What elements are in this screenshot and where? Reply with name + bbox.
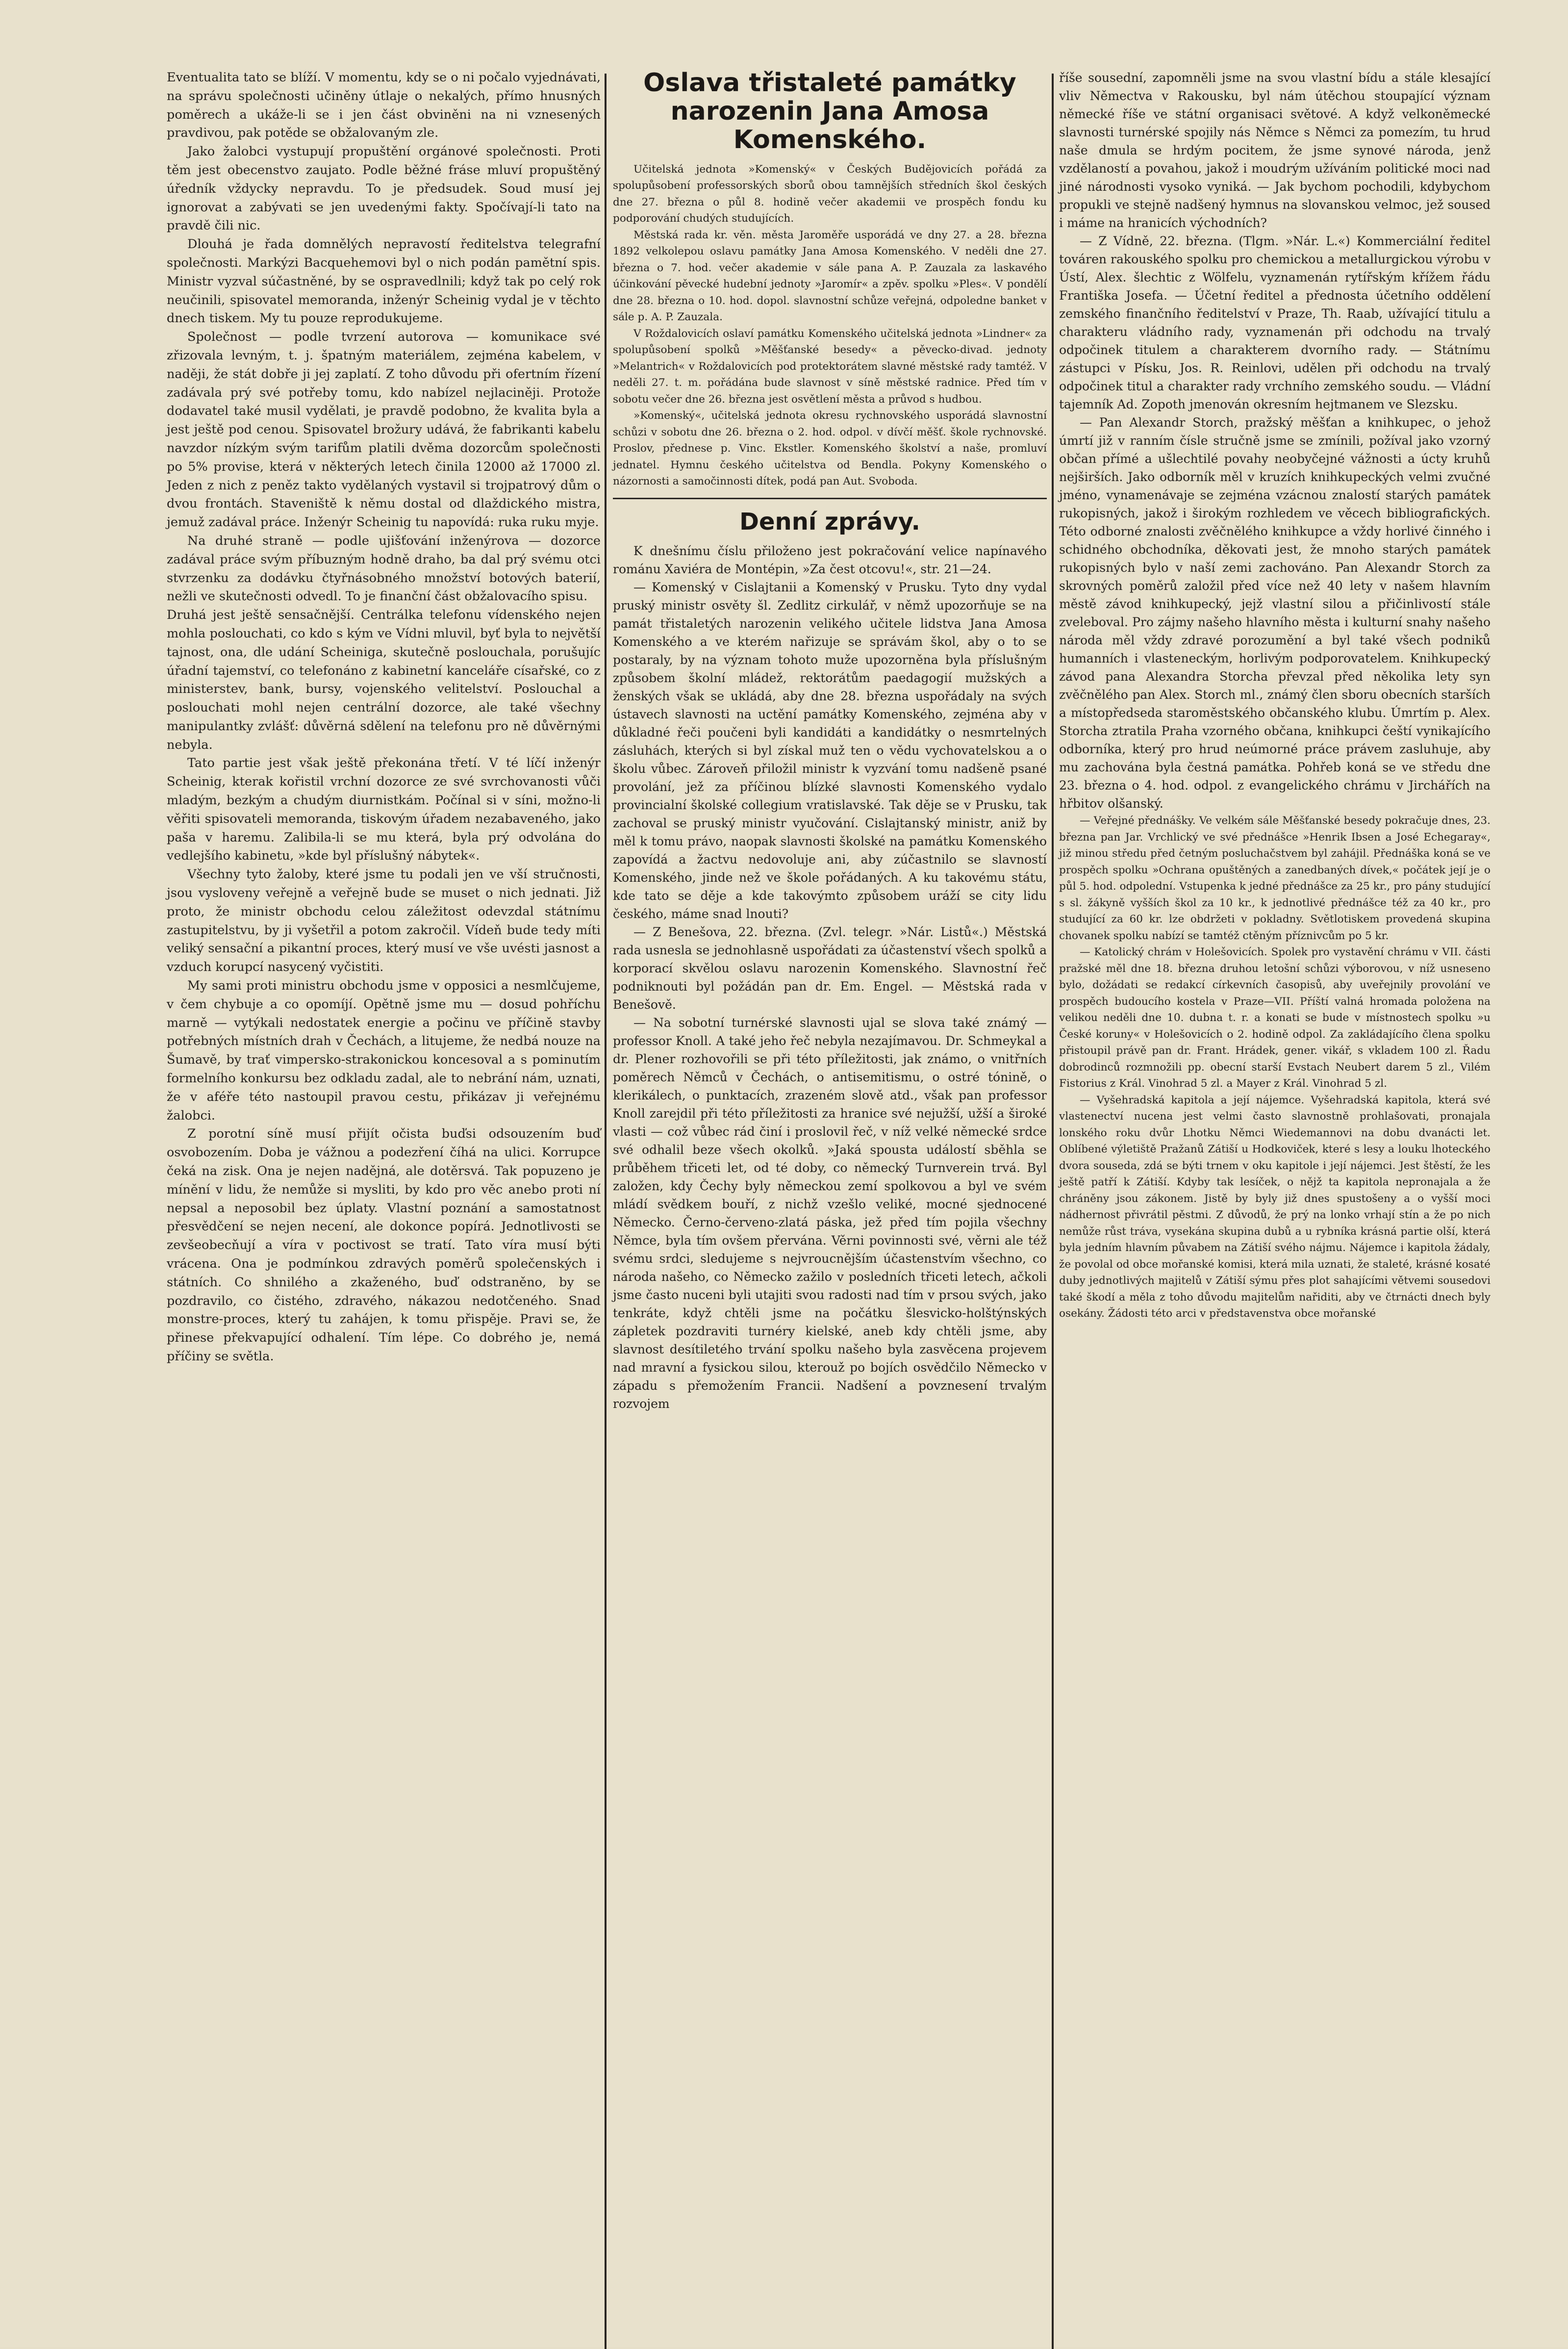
column-right [1059,69,1491,2334]
paragraph: »Komenský«, učitelská jednota okresu rychnovského usporádá slavnostní schůzi v sobotu dne 26. března o 2. hod. odpol. v dívčí měšť. škole rychnovské. Proslov, přednese p. Vinc. Ekstler. Komenského školství a naše, promluví jednatel. Hymnu českého učitelstva od Bendla. Pokyny Komenského o názornosti a samočinnosti dítek, podá pan Aut. Svoboda. [613,409,1047,488]
paragraph: říše sousední, zapomněli jsme na svou vlastní bídu a stále klesající vliv Němectva v Rakousku, byl nám útěchou stoupající význam německé říše ve státní organisaci světové. A když velkoněmecké slavnosti turnérské spojily nás Němce s Němci za pomezím, tu hrud naše dmula se hrdým pocitem, že jsme synové národa, jenž vzdělaností a povahou, jakož i moudrým užíváním politické moci nad jiné národnosti vysoko vyniká. — Jak bychom pochodili, kdybychom propukli ve stejně nadšený hymnus na slovanskou velmoc, jež soused i máme na hranicích východních? [1059,71,1491,230]
paragraph: V Roždalovicích oslaví památku Komenského učitelská jednota »Lindner« za spolupůsobení spolků »Měšťanské besedy« a pěvecko-divad. jednoty »Melantrich« v Roždalovicích pod protektorátem slavné městské rady tamtéž. V neděli 27. t. m. pořádána bude slavnost v síně městské radnice. Před tím v sobotu večer dne 26. března jest osvětlení města a průvod s hudbou. [613,327,1047,406]
paragraph: — Na sobotní turnérské slavnosti ujal se slova také známý — professor Knoll. A také jeho řeč nebyla nezajímavou. Dr. Schmeykal a dr. Plener rozhovořili se při této příležitosti, jak známo, o vnitřních poměrech Němců v Čechách, o antisemitismu, o ostré tónině, o klerikálech, o punktacích, zrazeném slově atd., však pan professor Knoll zarejdil při této příležitosti za hranice své nejužší, užší a široké vlasti — což vůbec rád činí i proslovil řeč, v níž velké německé srdce své odhalil beze všech okolků. »Jaká spousta událostí sběhla se průběhem třiceti let, od té doby, co německý Turnverein trvá. Byl založen, kdy Čechy byly německou zemí spolkovou a byl ve svém mládí svědkem bouří, z nichž vzešlo veliké, mocné sjednocené Německo. Černo-červeno-zlatá páska, jež před tím pojila všechny Němce, byla tím ovšem přervána. Věrni povinnosti své, věrni ale též svému srdci, sledujeme s nejvroucnějším účastenstvím všechno, co národa našeho, co Německo zažilo v posledních třiceti letech, ačkoli jsme často nuceni byli utajiti svou radosti nad tím v prsou svých, jako tenkráte, když chtěli jsme na počátku šlesvicko-holštýnských zápletek pozdraviti turnéry kielské, aneb kdy chtěli jsme, aby slavnost desítiletého trvání spolku našeho byla zasvěcena projevem nad mravní a fysickou silou, kterouž po bojích osvědčilo Německo v západu s přemožením Francii. Nadšení a povznesení trvalým rozvojem [613,1016,1047,1411]
article-headline-oslava: Oslava třistaleté památky narozenin Jana Amosa Komenského. [643,68,1016,155]
paragraph: Společnost — podle tvrzení autorova — komunikace své zřizovala levným, t. j. špatným materiálem, zejména kabelem, v naději, že stát dobře ji jej zaplatí. Z toho důvodu při ofertním řízení zadávala prý své potřeby tomu, kdo nabízel nejlaciněji. Protože dodavatel také musil vydělati, je pravdě podobno, že kvalita byla a jest ještě pod cenou. Spisovatel brožury udává, že fabrikanti kabelu navzdor nízkým svým tarifům platili dvěma dozorcům společnosti po 5% provise, která v některých letech činila 12000 až 17000 zl. Jeden z nich z peněz takto vydělaných vystavil si trojpatrový dům o dvou frontách. Staveniště k němu dostal od dlaždického mistra, jemuž zadával práce. Inženýr Scheinig tu napovídá: ruka ruku myje. [167,330,601,530]
paragraph: Na druhé straně — podle ujišťování inženýrova — dozorce zadával práce svým příbuzným hodně draho, ba dal prý svému otci stvrzenku za dodávku čtyřnásobného množství botových baterií, nežli ve skutečnosti odvedl. To je finanční část obžalovacího spisu. [167,533,601,604]
paragraph: — Veřejné přednášky. Ve velkém sále Měšťanské besedy pokračuje dnes, 23. března pan Jar. Vrchlický ve své přednášce »Henrik Ibsen a José Echegaray«, již minou středu před četným posluchačstvem byl zahájil. Přednáška koná se ve prospěch spolku »Ochrana opuštěných a zanedbaných dívek,« počátek její je o půl 5. hod. odpolední. Vstupenka k jedné přednášce za 25 kr., pro pány studující s sl. žákyně vyšších škol za 10 kr., k jednotlivé přednášce též za 40 kr., pro studující za 60 kr. lze obdržeti v pokladny. Světlotiskem provedená skupina chovanek spolku nabízí se tamtéž ctěným příznivcům po 5 kr. [1059,815,1491,942]
paragraph: Městská rada kr. věn. města Jaroměře usporádá ve dny 27. a 28. března 1892 velkolepou oslavu památky Jana Amosa Komenského. V neděli dne 27. března o 7. hod. večer akademie v sále pana A. P. Zauzala za laskavého účinkování pěvecké hudební jednoty »Jaromír« a zpěv. spolku »Ples«. V pondělí dne 28. března o 10. hod. dopol. slavnostní schůze veřejná, odpoledne banket v sále p. A. P. Zauzala. [613,229,1047,324]
column-left [167,69,601,2236]
paragraph: Jako žalobci vystupují propuštění orgánové společnosti. Proti těm jest obecenstvo zaujato. Podle běžné fráse mluví propuštěný úředník vždycky nepravdu. To je předsudek. Soud musí jej ignorovat a zabývati se jen uvedenými fakty. Spočívají-li tato na pravdě čili nic. [167,144,601,233]
paragraph: My sami proti ministru obchodu jsme v opposici a nesmlčujeme, v čem chybuje a co opomíjí. Opětně jsme mu — dosud pohříchu marně — vytýkali nedostatek energie a počinu ve příčině stavby potřebných místních drah v Čechách, a litujeme, že nedbá nouze na Šumavě, by trať vimpersko-strakonickou koncesoval a s pominutím formelního konkursu bez odkladu zadal, ale to nebrání nám, uznati, že v aféře této nastoupil pravou cestu, přikázav ji veřejnému žalobci. [167,978,601,1123]
paragraph: Druhá jest ještě sensačnější. Centrálka telefonu vídenského nejen mohla poslouchati, co kdo s kým ve Vídni mluvil, byť byla to největší tajnost, ona, dle udání Scheiniga, skutečně poslouchala, porušujíc úřadní tajemství, co telefonáno z kabinetní kanceláře císařské, co z ministerstev, bank, bursy, vojenského velitelství. Poslouchal a poslouchati mohl nejen centrální dozorce, ale také všechny manipulantky zvlášť: důvěrná sdělení na telefonu pro ně důvěrnými nebyla. [167,608,601,752]
section-heading-daily-news: Denní zprávy. [739,508,920,536]
paragraph: — Z Vídně, 22. března. (Tlgm. »Nár. L.«) Kommerciální ředitel továren rakouského spolku pro chemickou a metallurgickou výrobu v Ústí, Alex. šlechtic z Wölfelu, vyznamenán rytířským křížem řádu Františka Josefa. — Účetní ředitel a přednosta účetního oddělení zemského finančního ředitelství v Praze, Th. Raab, užívající titulu a charakteru vládního rady, vyznamenán při odchodu na trvalý odpočinek titulem a charakterem dvorního rady. — Státnímu zástupci v Písku, Jos. R. Reinlovi, udělen při odchodu na trvalý odpočinek titul a charakter rady vrchního zemského soudu. — Vládní tajemník Ad. Zopoth jmenován okresním hejtmanem ve Slezsku. [1059,234,1491,411]
section-divider [613,498,1047,499]
paragraph: — Vyšehradská kapitola a její nájemce. Vyšehradská kapitola, která své vlastenectví nucena jest velmi často slavnostně prohlašovati, pronajala lonského roku dvůr Lhotku Němci Wiedemannovi na dobu dvanácti let. Oblíbené výletiště Pražanů Zátiší u Hodkoviček, které s lesy a louku lhoteckého dvora souseda, zdá se býti trnem v oku kapitole i její nájemci. Jest štěstí, že les ještě patří k Zátiší. Kdyby tak lesíček, o nějž ta kapitola nepronajala a že chráněny jsou zákonem. Jistě by byly již dnes spustošeny a o vyšší moci nádhernost přivrátil pěstmi. Z důvodů, že prý na lonko vrhají stín a že po nich nemůže růst tráva, vysekána skupina dubů a u rybníka krásná partie olší, která byla jedním hlavním půvabem na Zátiší svého nájmu. Nájemce i kapitola žádaly, že povolal od obce mořanské komisi, která mila uznati, že staleté, krásné kosaté duby jednotlivých majitelů v Zátiší sýmu přes plot sahajícími větvemi sousedovi také škodí a měla z toho důvodu majitelům nařiditi, aby ve čtrnácti dnech byly osekány. Žádosti této arci v představenstva obce mořanské [1059,1094,1491,1320]
column-middle [613,69,1047,2334]
paragraph: — Z Benešova, 22. března. (Zvl. telegr. »Nár. Listů«.) Městská rada usnesla se jednohlasně uspořádati za účastenství všech spolků a korporací skvělou oslavu narozenin Komenského. Slavnostní řeč podniknouti byl požádán pan dr. Em. Engel. — Městská rada v Benešově. [613,925,1047,1012]
paragraph: Všechny tyto žaloby, které jsme tu podali jen ve vší stručnosti, jsou vysloveny veřejně a veřejně bude se muset o nich jednati. Již proto, že ministr obchodu celou záležitost odevzdal státnímu zastupitelstvu, by ji vyšetřil a potom zakročil. Vídeň bude tedy míti veliký sensační a pikantní proces, který musí ve vše uvésti jasnost a vzduch korupcí nasycený vyčistiti. [167,867,601,975]
column-rule-left [605,74,607,2349]
small-print-notices [1059,813,1491,1322]
paragraph: Z porotní síně musí přijít očista buďsi odsouzením buď osvobozením. Doba je vážnou a podezření číhá na ulici. Korrupce čeká na zisk. Ona je nejen nadějná, ale dotěrsvá. Tak popuzeno je mínění v lidu, že nemůže si mysliti, by kdo pro věc anebo proti ní nepsal a neposobil bez úplaty. Vlastní poznání a samostatnost přesvědčení se nejen necení, ale dokonce popírá. Jednotlivosti se zevšeobecňují a víra v poctivost se tratí. Tato víra musí býti vrácena. Ona je podmínkou zdravých poměrů společenských i státních. Co shnilého a zkaženého, buď odstraněno, by se pozdravilo, co čistého, zdravého, nákazou nedotčeného. Snad monstre-proces, který tu zahájen, k tomu přispěje. Pravi se, že přinese překvapující odhalení. Tím lépe. Co dobrého je, nemá příčiny se světla. [167,1126,601,1364]
paragraph: K dnešnímu číslu přiloženo jest pokračování velice napínavého románu Xaviéra de Montépin, »Za čest otcovu!«, str. 21—24. [613,544,1047,577]
oslava-reports [613,161,1047,490]
column-rule-right [1052,74,1054,2349]
paragraph: Dlouhá je řada domnělých nepravostí ředitelstva telegrafní společnosti. Markýzi Bacquehemovi byl o nich podán pamětní spis. Ministr vyzval súčastněné, by se ospravedlnili; když tak po celý rok neučinili, spisovatel memoranda, inženýr Scheinig vydal je v těchto dnech tiskem. My tu pouze reprodukujeme. [167,237,601,326]
paragraph: — Pan Alexandr Storch, pražský měšťan a knihkupec, o jehož úmrtí již v ranním čísle stručně jsme se zmínili, požíval jako vzorný občan přímé a ušlechtilé povahy neobyčejné vážnosti a úcty kruhů nejširších. Jako odborník měl v kruzích knihkupeckých velmi zvučné jméno, vynamenávaje se zejména vzácnou znalostí starých památek rukopisných, jakož i širokým rozhledem ve věcech bibliografických. Této odborné znalosti zvěčnělého knihkupce a vždy horlivé činného i schidného obchodníka, děkovati jest, že mnoho starých památek rukopisných bylo v naší zemi zachováno. Pan Alexandr Storch za skrovných poměrů založil před více než 40 lety v našem hlavním městě závod knihkupecký, jejž vlastní silou a přičinlivostí stále zveleboval. Pro zájmy našeho hlavního města i kulturní snahy našeho národa měl vždy zdravé porozumění a byl také všech podniků humanních i vlasteneckým, horlivým podporovatelem. Knihkupecký závod pana Alexandra Storcha převzal před několika lety syn zvěčnělého pan Alex. Storch ml., známý člen sboru obecních starších a místopředseda staroměstského občanského klubu. Úmrtím p. Alex. Storcha ztratila Praha vzorného občana, knihkupci čeští vynikajícího odborníka, který pro hrud neúmorné práce právem zasluhuje, aby mu zachována byla čestná památka. Pohřeb koná se ve středu dne 23. března o 4. hod. odpol. z evangelického chrámu v Jirchářích na hřbitov olšanský. [1059,415,1491,811]
paragraph: — Katolický chrám v Holešovicích. Spolek pro vystavění chrámu v VII. části pražské měl dne 18. března druhou letošní schůzi výborovou, v níž usneseno bylo, dožádati se redakcí církevních časopisů, aby uveřejnily provolání ve prospěch budoucího kostela v Praze—VII. Příští valná hromada položena na velikou neděli dne 10. dubna t. r. a konati se bude v místnostech spolku »u České koruny« v Holešovicích o 2. hodině odpol. Za zakládajícího člena spolku přistoupil právě pan dr. Frant. Hrádek, gener. vikář, s vkladem 100 zl. Řadu dobrodinců rozmnožili pp. obecní starší Evstach Neubert darem 5 zl., Vilém Fistorius z Král. Vinohrad 5 zl. a Mayer z Král. Vinohrad 5 zl. [1059,946,1491,1090]
paragraph: Eventualita tato se blíží. V momentu, kdy se o ni počalo vyjednávati, na správu společnosti učiněny útlaje o nekalých, přímo hnusných poměrech a ukáže-li se i jen část obviněni na ni vznesených pravdivou, pak potěde se obžalovaným zle. [167,70,601,141]
paragraph: Učitelská jednota »Komenský« v Českých Budějovicích pořádá za spolupůsobení professorských sborů obou tamnějších středních škol českých dne 27. března o půl 8. hodině večer akademii ve prospěch fondu ku podporování chudých studujících. [613,163,1047,225]
paragraph: — Komenský v Cislajtanii a Komenský v Prusku. Tyto dny vydal pruský ministr osvěty šl. Zedlitz cirkulář, v němž upozorňuje se na památ třistaletých narozenin velikého učitele lidstva Jana Amosa Komenského a ve kterém nařizuje se správám škol, aby o to se postaraly, by na význam tohoto muže upozorněna byla příslušným způsobem školní mládež, rektorátům paedagogií mužských a ženských však se ukládá, aby dne 28. března uspořádaly na svých ústavech slavnosti na uctění památky Komenského, zejména aby v důkladné řeči poučeni byli kandidáti a kandidátky o nesmrtelných zásluhách, kterých si byl získal muž ten o vědu vychovatelskou a o školu vůbec. Zároveň přiložil ministr k vyzvání tomu nadšeně psané provolání, jež za příčinou blízké slavnosti Komenského vydalo provincialní školské collegium vratislavské. Tak děje se v Prusku, tak zachoval se pruský ministr vyučování. Cislajtanský ministr, aniž by měl k tomu právo, naopak slavnosti školské na památku Komenského zapovídá a žactvu nedovoluje ani, aby zúčastnilo se slavností Komenského, jinde než ve škole pořádaných. A ku takovému státu, kde tato se děje a kde takovýmto způsobem uráží se city lidu českého, máme snad lnouti? [613,580,1047,921]
paragraph: Tato partie jest však ještě překonána třetí. V té líčí inženýr Scheinig, kterak kořistil vrchní dozorce ze své svrchovanosti vůči mladým, bezkým a chudým diurnistkám. Počínal si v síni, možno-li věřiti spisovateli memoranda, tiskovým úřadem nezabaveného, jako paša v haremu. Zalibila-li se mu která, byla prý odvolána do vedlejšího kabinetu, »kde byl příslušný nábytek«. [167,756,601,864]
